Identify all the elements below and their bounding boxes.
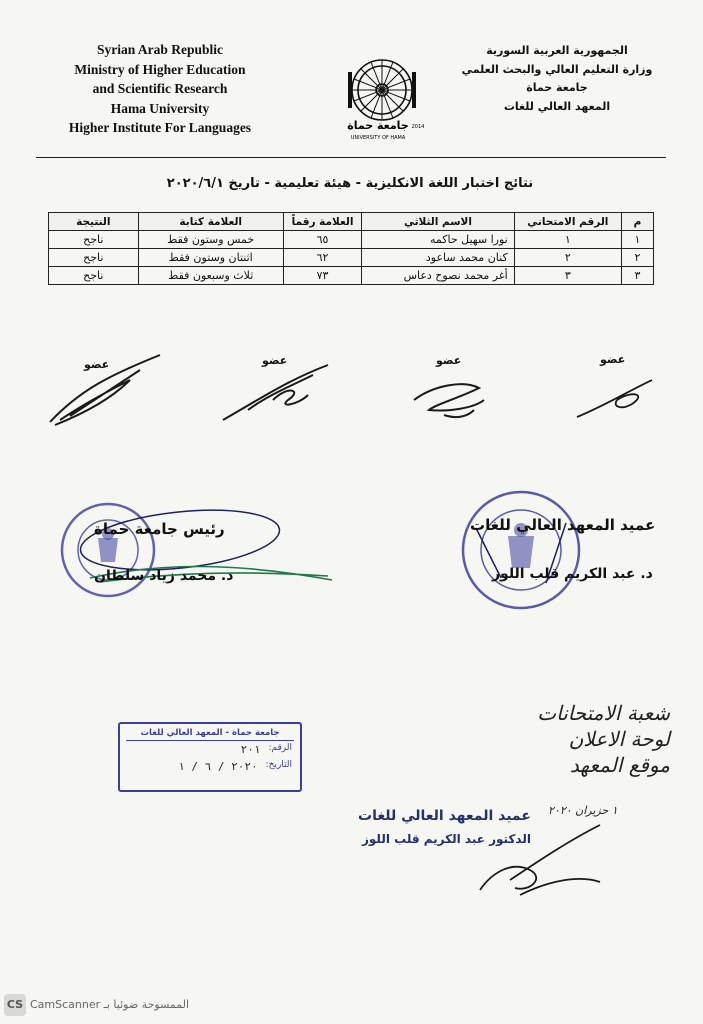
- member-signature-3-icon: [404, 370, 494, 425]
- member-label: عضو: [600, 353, 626, 366]
- col-header-index: م: [621, 213, 653, 231]
- col-header-result: النتيجة: [49, 213, 139, 231]
- registry-number-row: [120, 741, 300, 758]
- member-label: عضو: [262, 354, 288, 367]
- results-table: [48, 212, 654, 285]
- president-name: د. محمد زياد سلطان: [94, 568, 234, 584]
- cell-result: ناجح: [49, 267, 139, 285]
- registry-stamp-header: جامعة حماة - المعهد العالي للغات: [126, 726, 294, 741]
- handwritten-distribution-note: [470, 700, 670, 778]
- cell-exam-number: ١: [514, 231, 621, 249]
- cell-grade-number: ٦٥: [283, 231, 361, 249]
- cell-full-name: أغر محمد نصوح دعاس: [362, 267, 514, 285]
- cell-grade-words: اثنتان وستون فقط: [138, 249, 283, 267]
- cell-grade-number: ٧٣: [283, 267, 361, 285]
- table-row: [49, 267, 654, 285]
- logo-arabic-text: جامعة حماة: [347, 119, 409, 132]
- cell-grade-words: ثلاث وسبعون فقط: [138, 267, 283, 285]
- handwritten-line: لوحة الاعلان: [568, 727, 670, 751]
- dean-name: د. عبد الكريم قلب اللوز: [492, 566, 653, 582]
- cell-index: ٢: [621, 249, 653, 267]
- dean-stamp-name: الدكتور عبد الكريم قلب اللوز: [362, 832, 531, 846]
- dean-title: عميد المعهد العالي للغات: [470, 516, 656, 534]
- registry-number-label: الرقم:: [268, 743, 292, 753]
- logo-caption: UNIVERSITY OF HAMA: [350, 135, 406, 141]
- institute-dean-seal-icon: [456, 488, 586, 613]
- member-signature-4-icon: [572, 372, 662, 422]
- registry-number-value: ٢٠١: [240, 743, 261, 756]
- registry-stamp: [118, 722, 302, 792]
- camscanner-logo-icon: CS: [4, 994, 26, 1016]
- handwritten-line: شعبة الامتحانات: [537, 701, 670, 725]
- header-divider: [36, 157, 666, 158]
- english-header-line: Ministry of Higher Education: [74, 61, 246, 77]
- cell-result: ناجح: [49, 249, 139, 267]
- arabic-header-line: وزارة التعليم العالي والبحث العلمي: [461, 62, 653, 76]
- registry-date-label: التاريخ:: [265, 760, 292, 770]
- university-logo-icon: [338, 52, 426, 144]
- arabic-header-line: المعهد العالي للغات: [503, 99, 611, 113]
- english-letterhead: [40, 40, 280, 138]
- col-header-grade-words: العلامة كتابة: [138, 213, 283, 231]
- handwritten-date: ١ حزيران ٢٠٢٠: [548, 804, 618, 817]
- cell-full-name: كنان محمد ساعود: [362, 249, 514, 267]
- dean-signature-icon: [470, 820, 610, 900]
- cell-grade-number: ٦٢: [283, 249, 361, 267]
- cell-index: ٣: [621, 267, 653, 285]
- arabic-letterhead: [447, 42, 667, 116]
- table-row: [49, 231, 654, 249]
- member-signature-2-icon: [218, 360, 338, 430]
- english-header-line: and Scientific Research: [92, 81, 228, 96]
- english-header-line: Hama University: [110, 100, 210, 116]
- registry-date-value: ٢٠٢٠ / ٦ / ١: [178, 760, 258, 773]
- camscanner-text: الممسوحة ضوئيا بـ CamScanner: [30, 998, 190, 1011]
- scanner-watermark: [0, 992, 190, 1022]
- document-title: نتائج اختبار اللغة الانكليزية - هيئة تعليمية - تاريخ ٢٠٢٠/٦/١: [166, 176, 534, 191]
- cell-exam-number: ٢: [514, 249, 621, 267]
- logo-year: 2014: [411, 124, 425, 130]
- cell-index: ١: [621, 231, 653, 249]
- member-signature-1-icon: [40, 350, 180, 430]
- arabic-header-line: الجمهورية العربية السورية: [486, 44, 628, 57]
- english-header-line: Syrian Arab Republic: [96, 42, 224, 57]
- cell-full-name: نورا سهيل حاكمه: [362, 231, 514, 249]
- col-header-grade-number: العلامة رقماً: [283, 213, 361, 231]
- handwritten-line: موقع المعهد: [569, 753, 670, 777]
- col-header-full-name: الاسم الثلاثي: [362, 213, 514, 231]
- col-header-exam-number: الرقم الامتحاني: [514, 213, 621, 231]
- table-row: [49, 249, 654, 267]
- arabic-header-line: جامعة حماة: [526, 81, 588, 94]
- cell-result: ناجح: [49, 231, 139, 249]
- member-label: عضو: [436, 354, 462, 367]
- member-label: عضو: [84, 358, 110, 371]
- registry-date-row: [120, 758, 300, 775]
- dean-stamp-title: عميد المعهد العالي للغات: [358, 808, 531, 824]
- president-title: رئيس جامعة حماة: [94, 520, 225, 538]
- table-header-row: [49, 213, 654, 231]
- english-header-line: Higher Institute For Languages: [68, 120, 252, 135]
- cell-grade-words: خمس وستون فقط: [138, 231, 283, 249]
- cell-exam-number: ٣: [514, 267, 621, 285]
